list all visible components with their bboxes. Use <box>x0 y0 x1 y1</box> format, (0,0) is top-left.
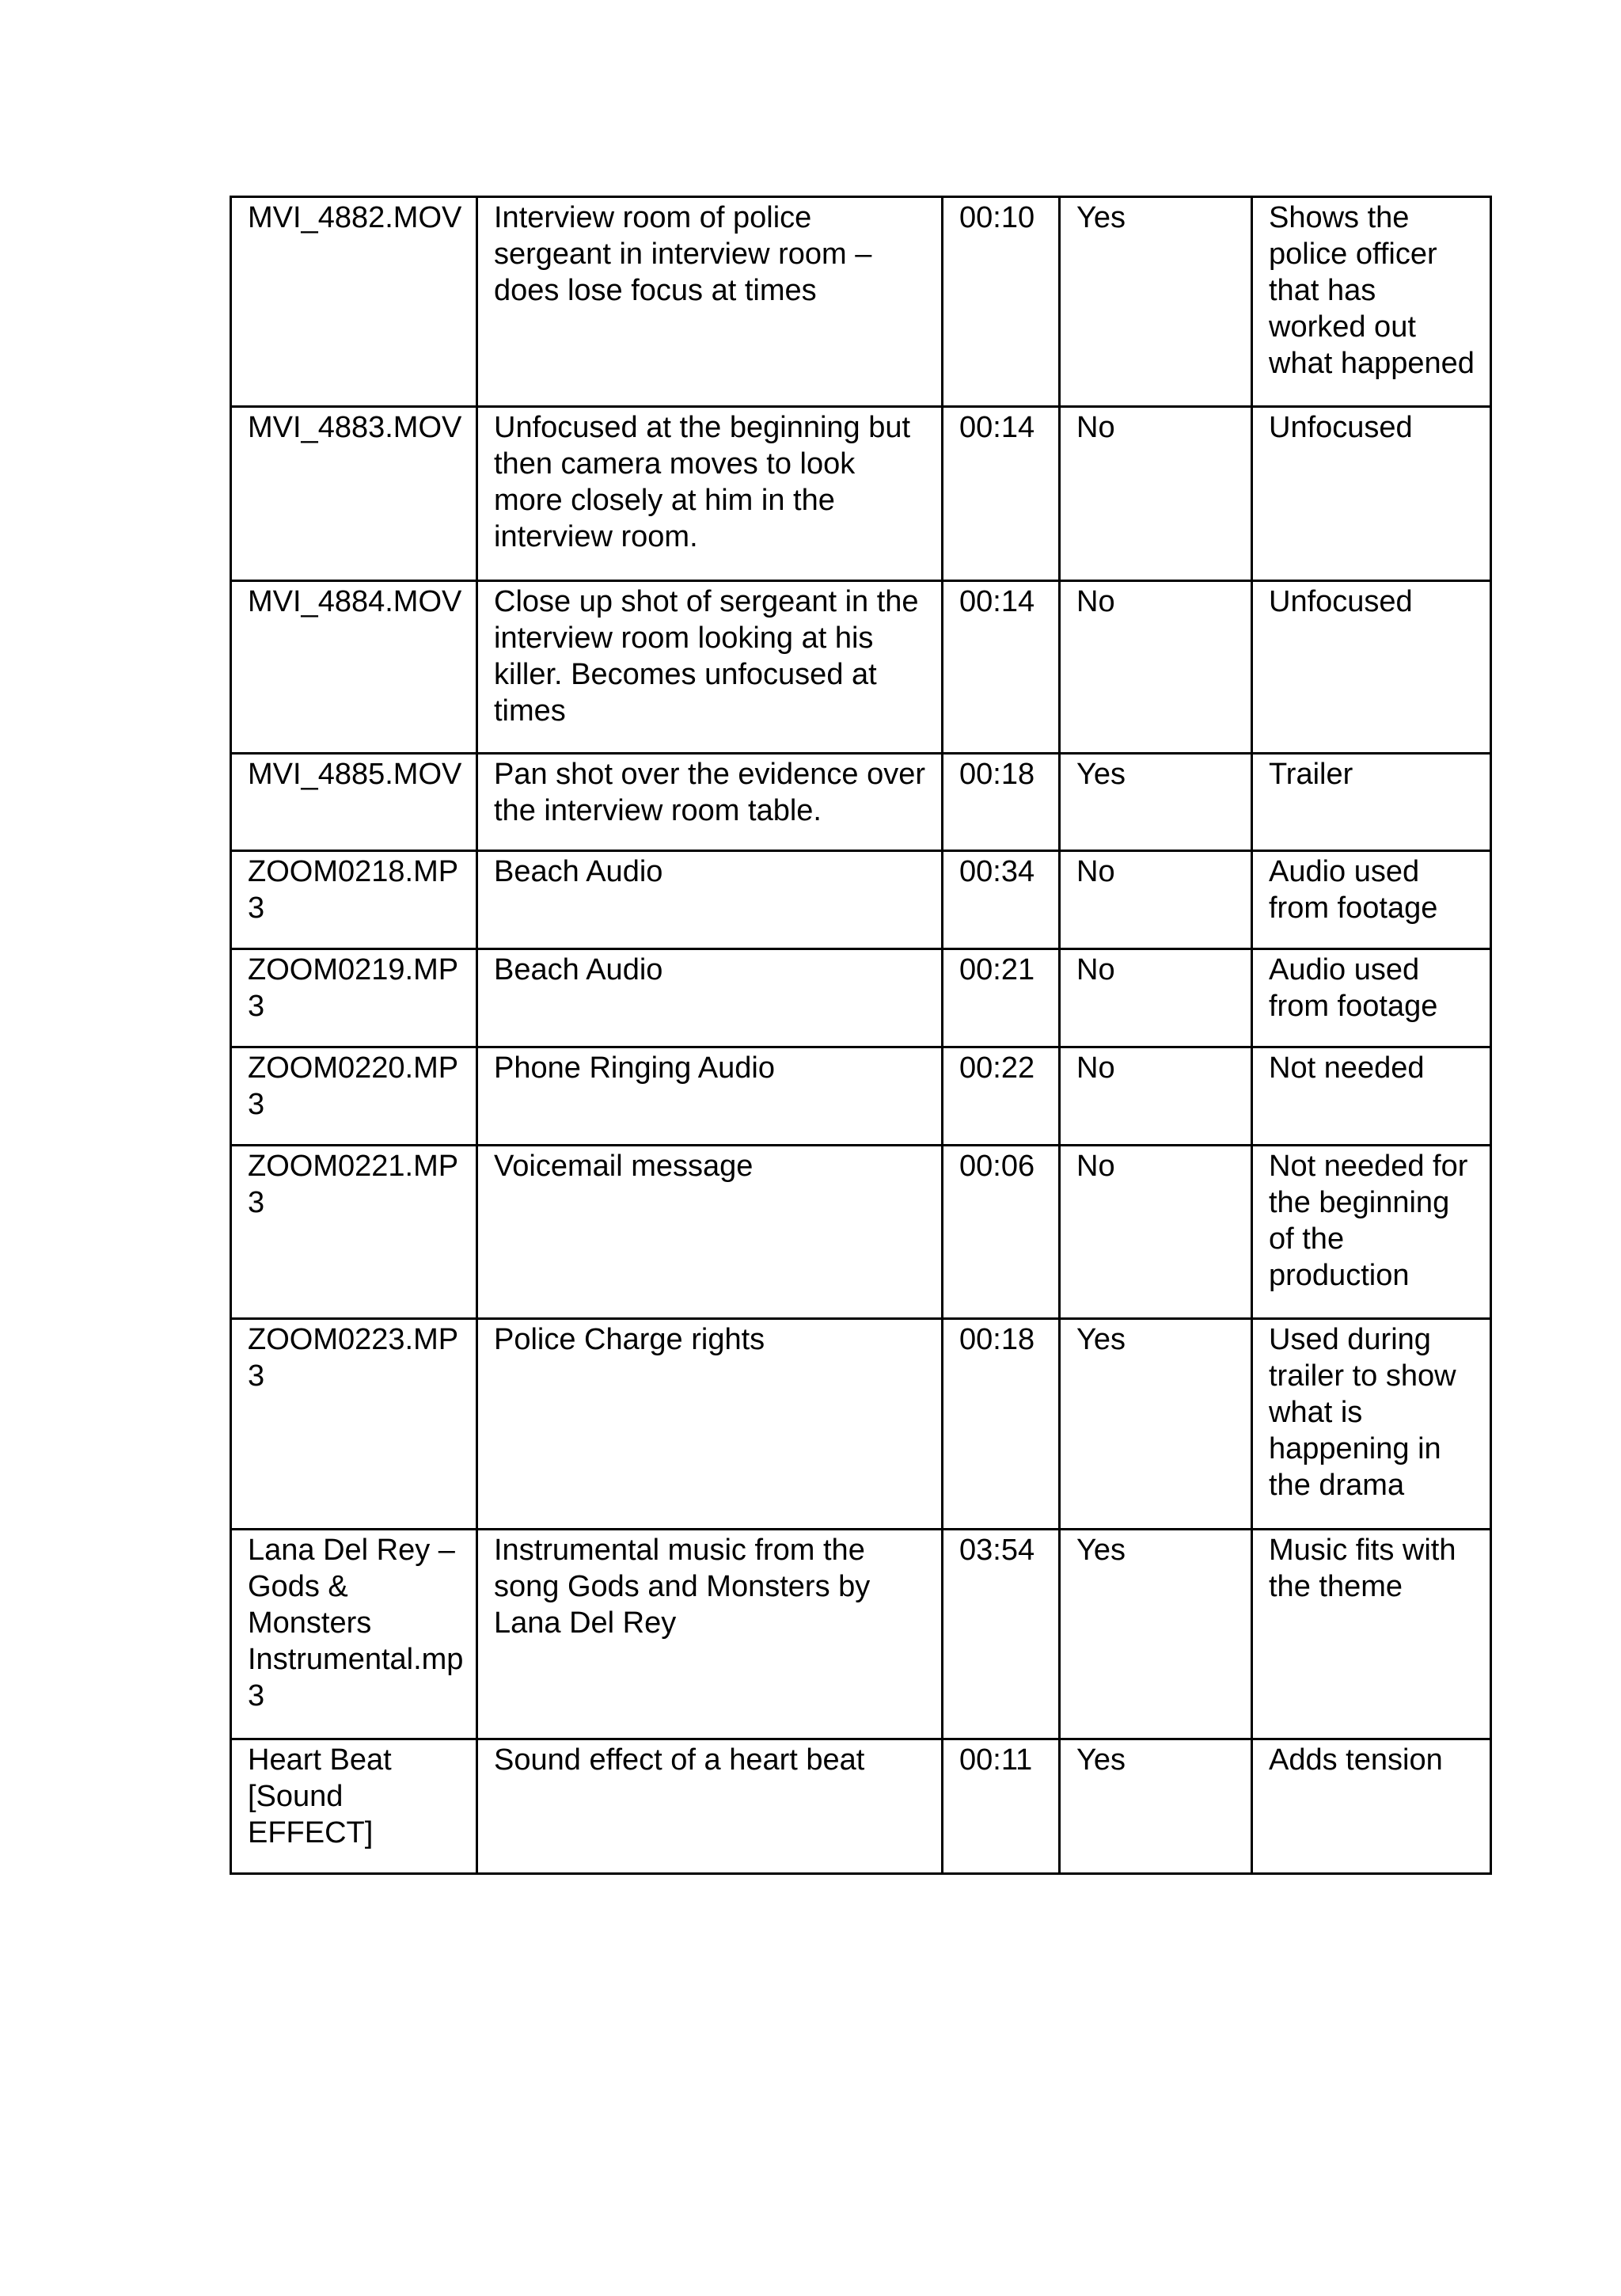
description-cell: Voicemail message <box>477 1146 943 1319</box>
notes-cell: Not needed <box>1252 1047 1491 1146</box>
file-name-cell: Lana Del Rey – Gods & Monsters Instrumental.mp 3 <box>231 1530 477 1739</box>
description-cell: Phone Ringing Audio <box>477 1047 943 1146</box>
used-cell: No <box>1060 407 1252 581</box>
notes-cell: Not needed for the beginning of the production <box>1252 1146 1491 1319</box>
used-cell: Yes <box>1060 1739 1252 1874</box>
file-name-cell: ZOOM0218.MP 3 <box>231 851 477 949</box>
duration-cell: 00:21 <box>943 949 1060 1047</box>
used-cell: No <box>1060 581 1252 754</box>
used-cell: Yes <box>1060 754 1252 851</box>
table-row <box>231 1739 1491 1874</box>
duration-cell: 00:14 <box>943 407 1060 581</box>
used-cell: No <box>1060 1047 1252 1146</box>
description-cell: Sound effect of a heart beat <box>477 1739 943 1874</box>
duration-cell: 00:34 <box>943 851 1060 949</box>
description-cell: Police Charge rights <box>477 1319 943 1530</box>
table-row <box>231 754 1491 851</box>
duration-cell: 00:22 <box>943 1047 1060 1146</box>
table-row <box>231 1047 1491 1146</box>
table-row <box>231 949 1491 1047</box>
description-cell: Beach Audio <box>477 851 943 949</box>
description-cell: Instrumental music from the song Gods and Monsters by Lana Del Rey <box>477 1530 943 1739</box>
used-cell: No <box>1060 1146 1252 1319</box>
notes-cell: Used during trailer to show what is happening in the drama <box>1252 1319 1491 1530</box>
footage-log-table <box>230 196 1492 1875</box>
duration-cell: 00:18 <box>943 754 1060 851</box>
file-name-cell: MVI_4885.MOV <box>231 754 477 851</box>
used-cell: No <box>1060 851 1252 949</box>
table-row <box>231 407 1491 581</box>
description-cell: Pan shot over the evidence over the interview room table. <box>477 754 943 851</box>
duration-cell: 00:14 <box>943 581 1060 754</box>
description-cell: Interview room of police sergeant in interview room – does lose focus at times <box>477 197 943 407</box>
table-row <box>231 581 1491 754</box>
notes-cell: Audio used from footage <box>1252 949 1491 1047</box>
used-cell: No <box>1060 949 1252 1047</box>
file-name-cell: ZOOM0221.MP 3 <box>231 1146 477 1319</box>
notes-cell: Audio used from footage <box>1252 851 1491 949</box>
table-row <box>231 1319 1491 1530</box>
file-name-cell: MVI_4882.MOV <box>231 197 477 407</box>
table-row <box>231 851 1491 949</box>
used-cell: Yes <box>1060 1530 1252 1739</box>
duration-cell: 00:11 <box>943 1739 1060 1874</box>
table-row <box>231 197 1491 407</box>
description-cell: Unfocused at the beginning but then camera moves to look more closely at him in the interview room. <box>477 407 943 581</box>
table-row <box>231 1146 1491 1319</box>
notes-cell: Adds tension <box>1252 1739 1491 1874</box>
used-cell: Yes <box>1060 1319 1252 1530</box>
file-name-cell: MVI_4884.MOV <box>231 581 477 754</box>
description-cell: Close up shot of sergeant in the interview room looking at his killer. Becomes unfocused at times <box>477 581 943 754</box>
duration-cell: 00:06 <box>943 1146 1060 1319</box>
file-name-cell: MVI_4883.MOV <box>231 407 477 581</box>
notes-cell: Unfocused <box>1252 581 1491 754</box>
notes-cell: Shows the police officer that has worked out what happened <box>1252 197 1491 407</box>
duration-cell: 00:18 <box>943 1319 1060 1530</box>
notes-cell: Trailer <box>1252 754 1491 851</box>
description-cell: Beach Audio <box>477 949 943 1047</box>
duration-cell: 03:54 <box>943 1530 1060 1739</box>
file-name-cell: Heart Beat [Sound EFFECT] <box>231 1739 477 1874</box>
table-row <box>231 1530 1491 1739</box>
notes-cell: Unfocused <box>1252 407 1491 581</box>
file-name-cell: ZOOM0219.MP 3 <box>231 949 477 1047</box>
notes-cell: Music fits with the theme <box>1252 1530 1491 1739</box>
file-name-cell: ZOOM0220.MP 3 <box>231 1047 477 1146</box>
file-name-cell: ZOOM0223.MP 3 <box>231 1319 477 1530</box>
duration-cell: 00:10 <box>943 197 1060 407</box>
used-cell: Yes <box>1060 197 1252 407</box>
